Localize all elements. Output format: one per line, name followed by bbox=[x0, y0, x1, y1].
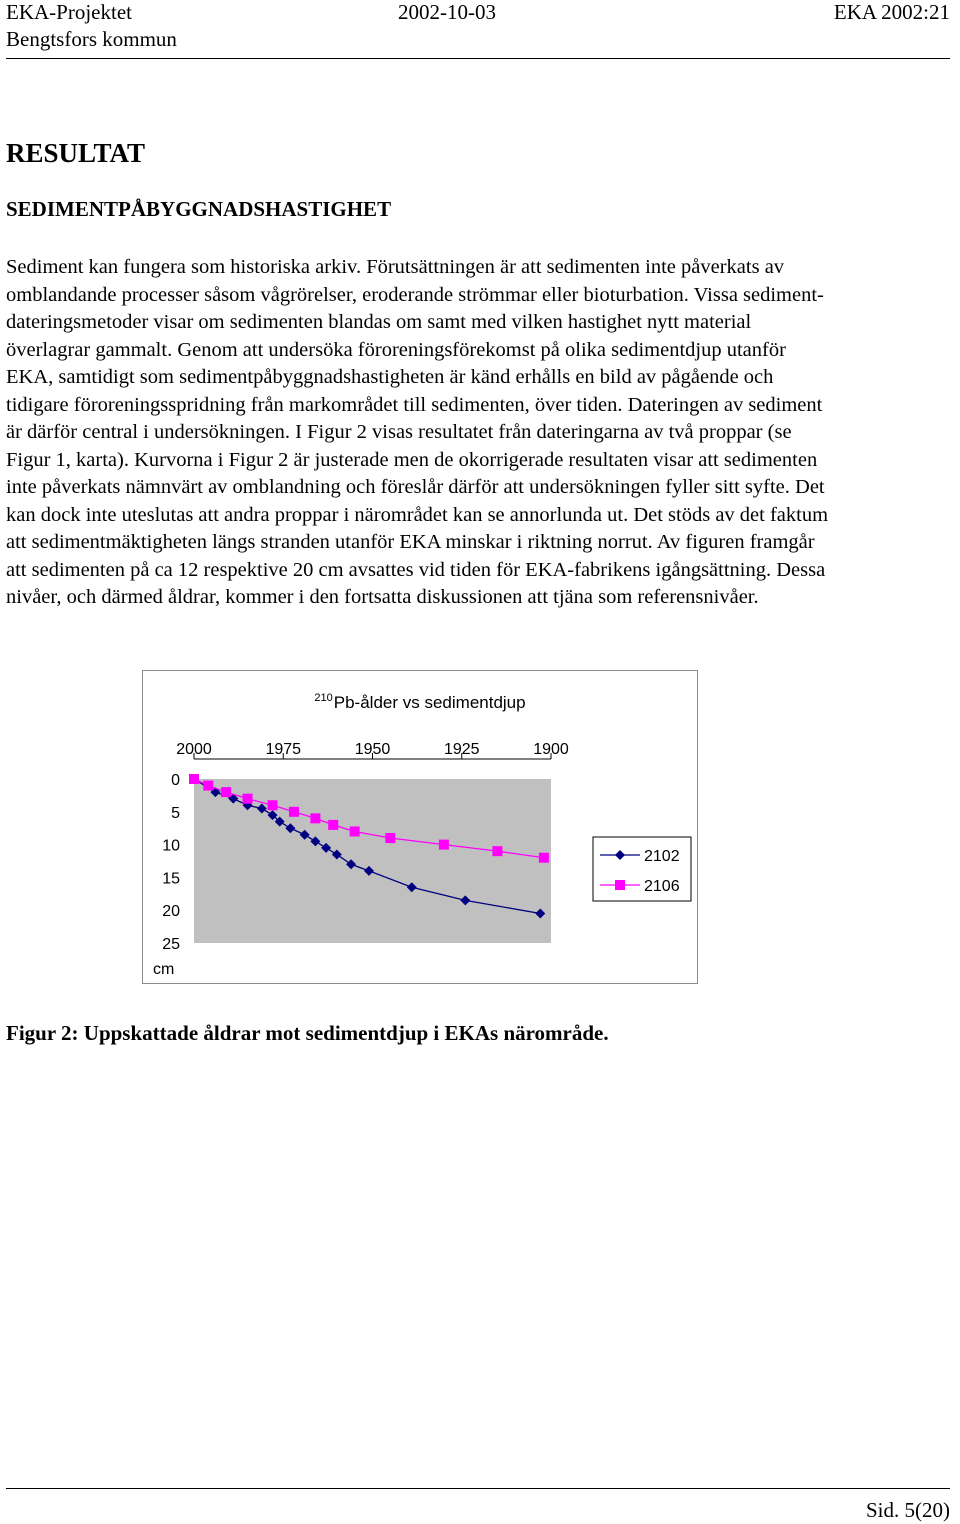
data-point-2106 bbox=[243, 794, 253, 804]
body-line: EKA, samtidigt som sedimentpåbyggnadshastigheten är känd erhålls en bild av pågående och bbox=[6, 366, 774, 388]
chart-title-text: Pb-ålder vs sedimentdjup bbox=[333, 693, 526, 712]
data-point-2106 bbox=[310, 813, 320, 823]
data-point-2106 bbox=[385, 833, 395, 843]
header-rule bbox=[6, 58, 950, 59]
header-project: EKA-Projektet bbox=[6, 0, 132, 24]
data-point-2106 bbox=[289, 807, 299, 817]
y-tick-label: 5 bbox=[171, 804, 180, 822]
data-point-2106 bbox=[350, 826, 360, 836]
data-point-2106 bbox=[328, 820, 338, 830]
body-line: dateringsmetoder visar om sedimenten blandas om samt med vilken hastighet nytt material bbox=[6, 311, 752, 333]
data-point-2106 bbox=[539, 853, 549, 863]
y-axis-unit: cm bbox=[153, 961, 175, 978]
data-point-2106 bbox=[439, 840, 449, 850]
y-tick-label: 0 bbox=[171, 772, 180, 789]
data-point-2106 bbox=[492, 846, 502, 856]
body-line: inte påverkats nämnvärt av omblandning och föreslår därför att undersökningen fyller sitt syfte. Det bbox=[6, 476, 825, 498]
x-tick-label: 2000 bbox=[176, 741, 212, 758]
legend-marker-2106 bbox=[615, 880, 625, 890]
footer-rule bbox=[6, 1488, 950, 1489]
section-title: RESULTAT bbox=[6, 138, 146, 168]
data-point-2106 bbox=[203, 781, 213, 791]
y-tick-label: 10 bbox=[162, 837, 180, 855]
y-tick-label: 15 bbox=[162, 870, 180, 888]
body-line: tidigare föroreningsspridning från markområdet till sedimenten, över tiden. Dateringen av sediment bbox=[6, 393, 823, 416]
x-tick-label: 1900 bbox=[533, 741, 569, 758]
chart-title-superscript: 210 bbox=[314, 692, 333, 704]
data-point-2106 bbox=[268, 800, 278, 810]
header-date: 2002-10-03 bbox=[398, 0, 496, 24]
body-line: är därför central i undersökningen. I Figur 2 visas resultatet från dateringarna av två proppar (se bbox=[6, 421, 792, 443]
body-line: överlagrar gammalt. Genom att undersöka föroreningsförekomst på olika sedimentdjup utanför bbox=[6, 338, 786, 361]
chart-title bbox=[314, 692, 525, 712]
legend-label-2106: 2106 bbox=[644, 878, 680, 895]
body-line: omblandande processer såsom vågrörelser, eroderande strömmar eller bioturbation. Vissa sediment- bbox=[6, 283, 824, 306]
figure-caption: Figur 2: Uppskattade åldrar mot sedimentdjup i EKAs närområde. bbox=[6, 1021, 609, 1045]
data-point-2106 bbox=[189, 774, 199, 784]
y-tick-label: 20 bbox=[162, 903, 180, 921]
body-line: att sedimenten på ca 12 respektive 20 cm avsattes vid tiden för EKA-fabrikens igångsättning. Dessa bbox=[6, 558, 826, 581]
x-tick-label: 1975 bbox=[265, 741, 302, 758]
body-line: kan dock inte uteslutas att andra proppar i närområdet kan se annorlunda ut. Det stöds av det faktum bbox=[6, 503, 829, 526]
body-paragraph bbox=[6, 254, 960, 612]
chart-svg bbox=[143, 671, 697, 983]
y-tick-label: 25 bbox=[162, 936, 180, 953]
legend-label-2102: 2102 bbox=[644, 848, 680, 865]
body-line: Sediment kan fungera som historiska arkiv. Förutsättningen är att sedimenten inte påverkats av bbox=[6, 256, 785, 278]
data-point-2106 bbox=[221, 787, 231, 797]
body-line: att sedimentmäktigheten längs stranden utanför EKA minskar i riktning norrut. Av figuren framgår bbox=[6, 531, 815, 553]
page-number: Sid. 5(20) bbox=[866, 1498, 950, 1522]
header-report-id: EKA 2002:21 bbox=[833, 0, 950, 24]
header-municipality: Bengtsfors kommun bbox=[6, 27, 177, 51]
section-subtitle: SEDIMENTPÅBYGGNADSHASTIGHET bbox=[6, 197, 392, 221]
x-tick-label: 1925 bbox=[443, 741, 480, 758]
x-tick-label: 1950 bbox=[354, 741, 391, 758]
body-line: Figur 1, karta). Kurvorna i Figur 2 är justerade men de okorrigerade resultaten visar att sedimenten bbox=[6, 448, 818, 471]
chart-frame bbox=[142, 670, 698, 984]
body-line: nivåer, och därmed åldrar, kommer i den fortsatta diskussionen att tjäna som referensnivåer. bbox=[6, 586, 759, 608]
